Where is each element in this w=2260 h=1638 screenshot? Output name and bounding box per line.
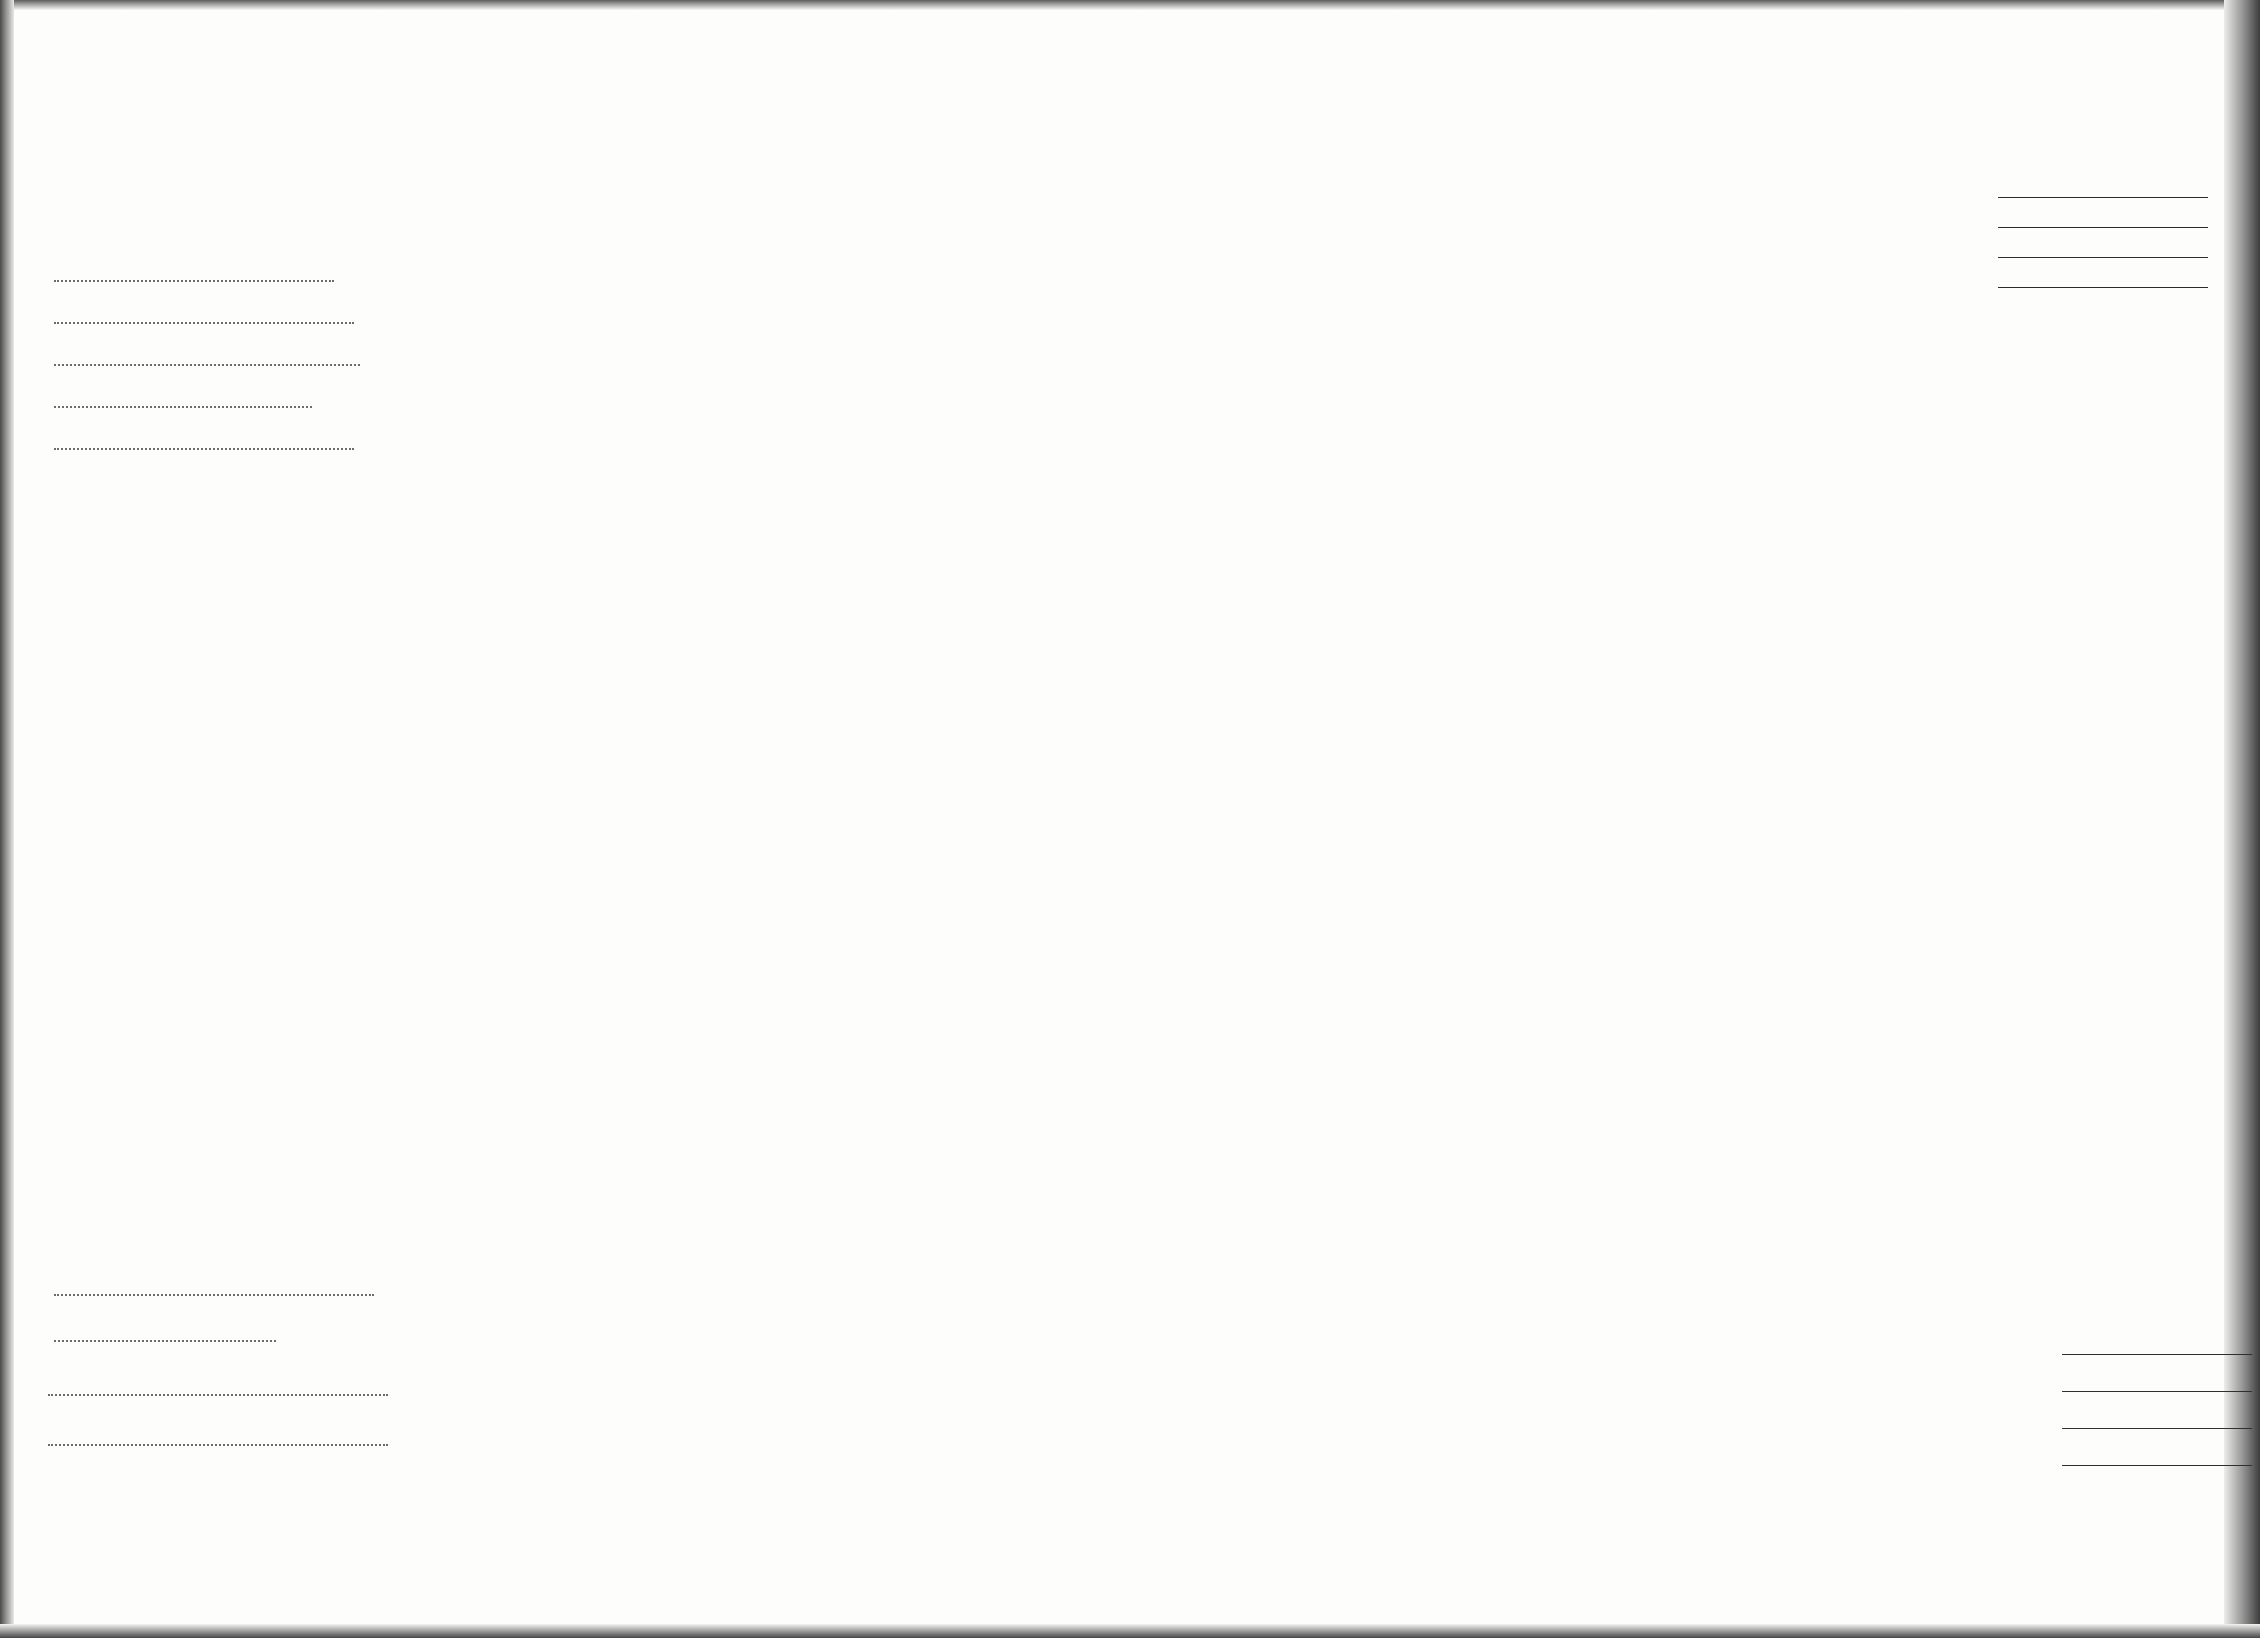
scan-edge-top — [0, 0, 2260, 10]
field-delta-p-line[interactable] — [54, 428, 354, 450]
field-tarih-line[interactable] — [54, 260, 334, 282]
param-p-line[interactable] — [1998, 209, 2208, 228]
param-bo — [1940, 228, 2208, 258]
field-delta-p — [48, 416, 354, 450]
field-aciklama-line2 — [48, 1362, 388, 1396]
summary-grup-sayisi — [1930, 1325, 2252, 1355]
field-gozlemci-line[interactable] — [54, 386, 312, 408]
param-p — [1940, 198, 2208, 228]
param-no-line[interactable] — [1998, 179, 2208, 198]
summary-leke-sayisi-line[interactable] — [2062, 1375, 2252, 1392]
summary-k — [1930, 1436, 2252, 1466]
param-lo-line[interactable] — [1998, 269, 2208, 288]
field-aciklama — [48, 1308, 276, 1342]
field-tarih — [48, 248, 334, 282]
field-aciklama-line[interactable] — [54, 1320, 276, 1342]
scan-edge-bottom — [0, 1624, 2260, 1638]
scan-edge-left — [0, 0, 14, 1638]
summary-r-line[interactable] — [2062, 1412, 2252, 1429]
field-q-line[interactable] — [54, 1274, 374, 1296]
summary-k-line[interactable] — [2062, 1449, 2252, 1466]
summary-r — [1930, 1399, 2252, 1429]
summary-leke-sayisi — [1930, 1362, 2252, 1392]
param-lo — [1940, 258, 2208, 288]
field-aciklama-line2-rule[interactable] — [48, 1374, 388, 1396]
field-q — [48, 1262, 374, 1296]
field-saat-line[interactable] — [54, 344, 360, 366]
summary-grup-sayisi-line[interactable] — [2062, 1338, 2252, 1355]
param-bo-line[interactable] — [1998, 239, 2208, 258]
param-no — [1940, 168, 2208, 198]
field-gun-line[interactable] — [54, 302, 354, 324]
scan-edge-right — [2224, 0, 2260, 1638]
field-aciklama-line3-rule[interactable] — [48, 1424, 388, 1446]
field-aciklama-line3 — [48, 1412, 388, 1446]
field-gun — [48, 290, 354, 324]
field-saat — [48, 332, 360, 366]
solar-disc-grid — [355, 48, 1885, 1608]
field-gozlemci — [48, 374, 312, 408]
